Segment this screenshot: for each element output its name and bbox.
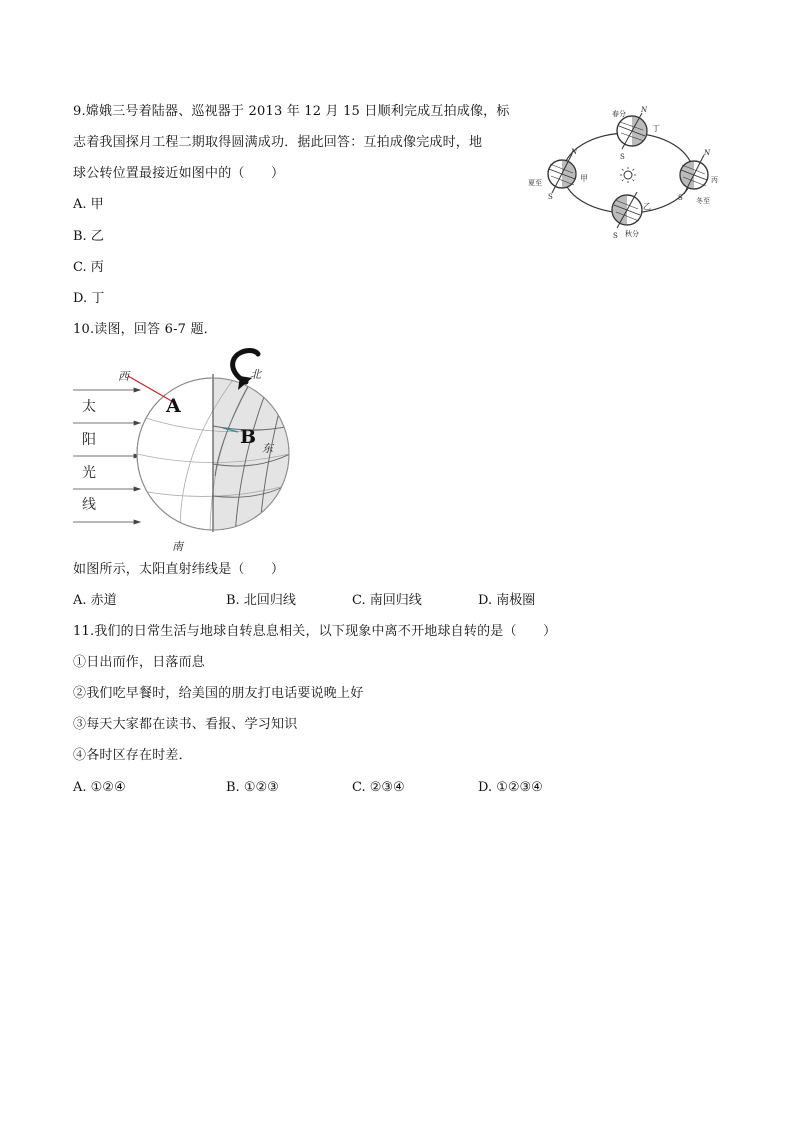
q10-option-c[interactable]: C. 南回归线 [352, 593, 422, 608]
label-ding: 丁 [652, 124, 660, 133]
q11-option-c[interactable]: C. ②③④ [352, 780, 405, 795]
q11-title: 11.我们的日常生活与地球自转息息相关，以下现象中离不开地球自转的是（ ） [73, 624, 557, 639]
label-b: B [240, 426, 257, 448]
q9-line-1: 9.嫦娥三号着陆器、巡视器于 2013 年 12 月 15 日顺利完成互拍成像，标 [73, 104, 510, 119]
label-spring: 春分 [612, 110, 626, 118]
label-s-right: S [678, 194, 683, 202]
label-n-top: N [641, 106, 648, 114]
q11-item-2: ②我们吃早餐时，给美国的朋友打电话要说晚上好 [73, 686, 364, 701]
label-s-bottom: S [613, 232, 618, 240]
earth-spring-icon [617, 113, 647, 149]
q9-line-2: 志着我国探月工程二期取得圆满成功．据此回答：互拍成像完成时，地 [73, 135, 483, 150]
sunlight-char-3: 光 [82, 465, 96, 481]
sunlight-char-1: 太 [82, 399, 96, 415]
label-yi: 乙 [643, 202, 651, 211]
earth-winter-icon [680, 155, 708, 194]
q11-option-d[interactable]: D. ①②③④ [478, 780, 543, 795]
label-n-left: N [571, 148, 578, 156]
label-north: 北 [250, 368, 261, 381]
label-winter: 冬至 [696, 197, 710, 205]
night-side [213, 366, 300, 546]
q9-option-c[interactable]: C. 丙 [73, 260, 104, 275]
q9-line-3: 球公转位置最接近如图中的（ ） [73, 166, 285, 181]
label-west: 西 [118, 370, 129, 383]
label-east: 东 [262, 442, 273, 455]
sunlight-char-2: 阳 [82, 432, 96, 448]
q9-option-a[interactable]: A. 甲 [73, 197, 104, 212]
globe-diagram [70, 346, 300, 554]
q10-title: 10.读图，回答 6-7 题． [73, 322, 217, 337]
label-s-top: S [620, 153, 625, 161]
label-n-right: N [704, 149, 711, 157]
q10-option-b[interactable]: B. 北回归线 [226, 593, 296, 608]
q10-question: 如图所示，太阳直射纬线是（ ） [73, 562, 285, 577]
sunlight-char-4: 线 [82, 497, 96, 513]
earth-summer-icon [548, 154, 576, 193]
label-autumn: 秋分 [625, 230, 639, 238]
q10-option-a[interactable]: A. 赤道 [73, 593, 117, 608]
q11-option-b[interactable]: B. ①②③ [226, 780, 279, 795]
label-s-left: S [548, 193, 553, 201]
label-bing: 丙 [711, 176, 718, 184]
label-a: A [166, 395, 181, 417]
q11-item-1: ①日出而作，日落而息 [73, 655, 206, 670]
sun-icon [620, 167, 636, 183]
q9-option-d[interactable]: D. 丁 [73, 291, 105, 306]
q11-option-a[interactable]: A. ①②④ [73, 780, 126, 795]
label-summer: 夏至 [528, 179, 542, 187]
q11-item-3: ③每天大家都在读书、看报、学习知识 [73, 717, 298, 732]
orbit-diagram [520, 100, 720, 245]
earth-autumn-icon [612, 192, 642, 228]
label-south: 南 [172, 540, 183, 553]
q9-option-b[interactable]: B. 乙 [73, 229, 104, 244]
q10-option-d[interactable]: D. 南极圈 [478, 593, 536, 608]
q11-item-4: ④各时区存在时差． [73, 748, 192, 763]
label-jia: 甲 [580, 174, 588, 183]
